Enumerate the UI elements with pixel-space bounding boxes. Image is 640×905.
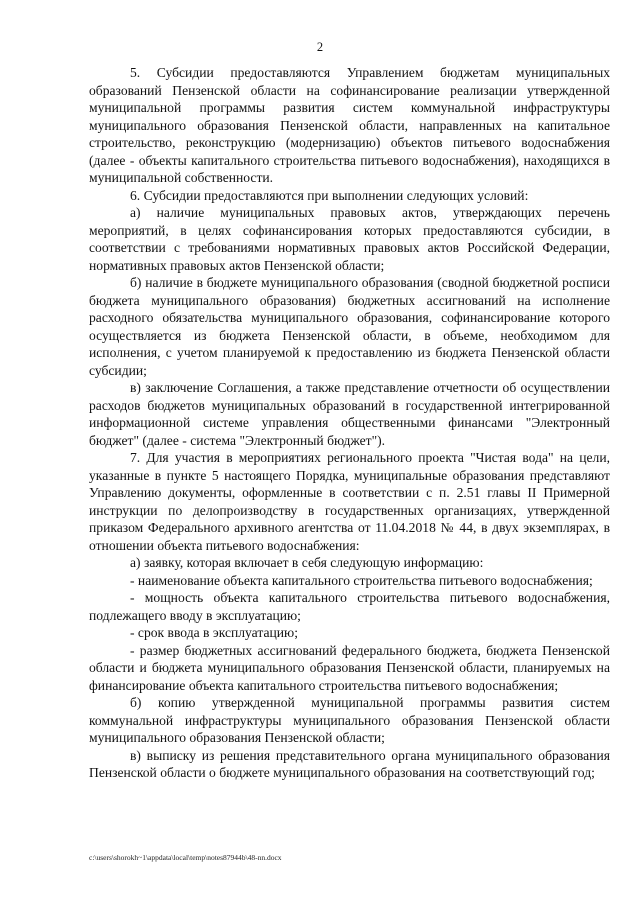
paragraph-7v: в) выписку из решения представительного органа муниципального образования Пензенской области о бюджете муниципального образования на соответствующий год; [89, 747, 610, 780]
list-item-deadline: - срок ввода в эксплуатацию; [130, 625, 298, 640]
paragraph-6v: в) заключение Соглашения, а также представление отчетности об осуществлении расходов бюджетов муниципальных образований в государственной интегрированной информационной системе управления общественными финансами "Электронный бюджет" (далее - система "Электронный бюджет"). [89, 380, 610, 448]
footer-file-path: c:\users\shorokh~1\appdata\local\temp\notes87944b\48-nn.docx [89, 853, 282, 862]
paragraph-7a: а) заявку, которая включает в себя следующую информацию: [130, 555, 484, 570]
list-item-capacity: - мощность объекта капитального строительства питьевого водоснабжения, подлежащего вводу в эксплуатацию; [89, 590, 610, 623]
paragraph-6: 6. Субсидии предоставляются при выполнении следующих условий: [130, 187, 529, 203]
paragraph-6b: б) наличие в бюджете муниципального образования (сводной бюджетной росписи бюджета муниципального образования) бюджетных ассигнований на исполнение расходного обязательства муниципального образования, софинансирование которого осуществляется из бюджета Пензенской области, в объеме, необходимом для исполнения, с учетом планируемой к предоставлению из бюджета Пензенской области субсидии; [89, 275, 610, 378]
paragraph-5: 5. Субсидии предоставляются Управлением бюджетам муниципальных образований Пензенской области на софинансирование реализации утвержденной муниципальной программы развития систем коммунальной инфраструктуры муниципального образования Пензенской области, направленных на капитальное строительство, реконструкцию (модернизацию) объектов питьевого водоснабжения (далее - объекты капитального строительства питьевого водоснабжения), находящихся в муниципальной собственности. [89, 65, 610, 185]
paragraph-6a: а) наличие муниципальных правовых актов, утверждающих перечень мероприятий, в целях софинансирования которых предоставляются субсидии, в соответствии с требованиями нормативных правовых актов Российской Федерации, нормативных правовых актов Пензенской области; [89, 205, 610, 273]
list-item-name: - наименование объекта капитального строительства питьевого водоснабжения; [130, 572, 593, 588]
list-item-budget: - размер бюджетных ассигнований федерального бюджета, бюджета Пензенской области и бюджета муниципального образования Пензенской области, планируемых на финансирование объекта капитального строительства питьевого водоснабжения; [89, 642, 610, 693]
paragraph-7b: б) копию утвержденной муниципальной программы развития систем коммунальной инфраструктуры муниципального образования Пензенской области муниципального образования Пензенской области; [89, 695, 610, 745]
paragraph-7: 7. Для участия в мероприятиях регионального проекта "Чистая вода" на цели, указанные в пункте 5 настоящего Порядка, муниципальные образования представляют Управлению документы, оформленные в соответствии с п. 2.51 главы II Примерной инструкции по делопроизводству в государственных организациях, утвержденной приказом Федерального архивного агентства от 11.04.2018 № 44, в двух экземплярах, в отношении объекта питьевого водоснабжения: [89, 450, 610, 553]
page-number: 2 [316, 40, 324, 54]
document-body [89, 64, 610, 782]
